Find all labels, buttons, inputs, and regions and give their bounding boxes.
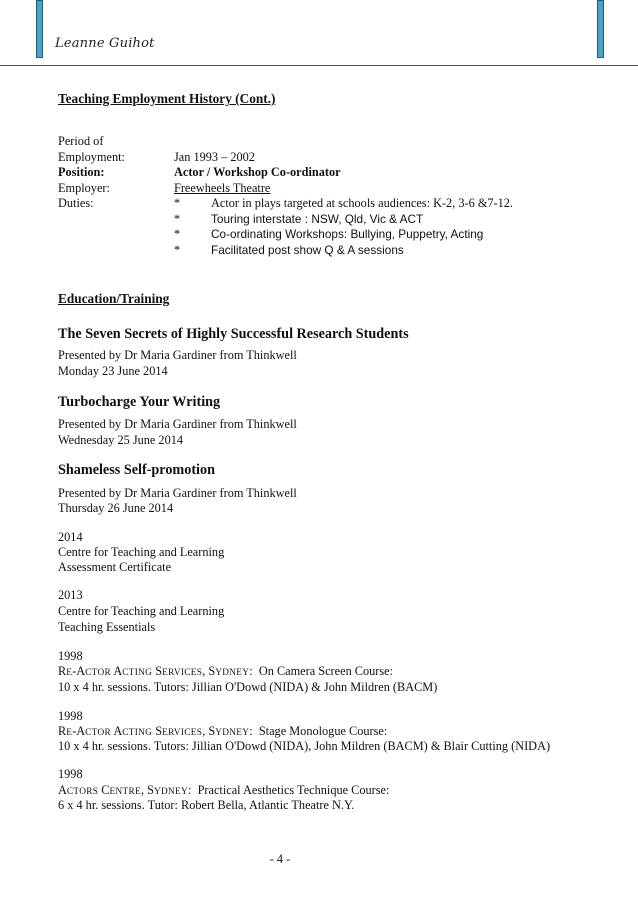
duty-item: Touring interstate : NSW, Qld, Vic & ACT: [211, 211, 424, 226]
employer-value: Freewheels Theatre: [174, 180, 271, 195]
employment-label: Employment:: [58, 149, 125, 164]
workshop-course: Practical Aesthetics Technique Course:: [197, 783, 390, 797]
workshop-line: [58, 664, 393, 682]
workshop-course: Stage Monologue Course:: [258, 724, 388, 738]
duty-bullet: *: [174, 242, 181, 257]
workshop-year: 1998: [58, 649, 83, 663]
position-value: Actor / Workshop Co-ordinator: [174, 165, 341, 179]
entry-institution: Centre for Teaching and Learning: [58, 545, 225, 559]
course-date: Thursday 26 June 2014: [58, 501, 174, 515]
workshop-details: 6 x 4 hr. sessions. Tutor: Robert Bella, Atlantic Theatre N.Y.: [58, 798, 355, 812]
header-left-bar: [36, 0, 43, 58]
page-number: - 4 -: [269, 852, 291, 866]
course-date: Wednesday 25 June 2014: [58, 433, 184, 447]
position-label: Position:: [58, 165, 105, 179]
duty-item: Facilitated post show Q & A sessions: [211, 242, 404, 257]
duty-item: Actor in plays targeted at schools audiences: K-2, 3-6 &7-12.: [211, 196, 513, 210]
course-presenter: Presented by Dr Maria Gardiner from Thinkwell: [58, 486, 297, 500]
entry-year: 2013: [58, 588, 83, 602]
duty-bullet: *: [174, 227, 181, 241]
course-date: Monday 23 June 2014: [58, 364, 168, 378]
header-author-name: Leanne Guihot: [55, 36, 155, 51]
period-label: Period of: [58, 134, 104, 148]
entry-qualification: Assessment Certificate: [58, 560, 172, 574]
header-divider: [0, 65, 638, 66]
course-title: Turbocharge Your Writing: [58, 394, 221, 410]
duty-item: Co-ordinating Workshops: Bullying, Puppetry, Acting: [211, 227, 484, 241]
course-presenter: Presented by Dr Maria Gardiner from Thinkwell: [58, 417, 297, 431]
course-presenter: Presented by Dr Maria Gardiner from Thinkwell: [58, 348, 297, 362]
duties-label: Duties:: [58, 196, 94, 210]
entry-institution: Centre for Teaching and Learning: [58, 604, 225, 618]
workshop-organisation: RE-ACTOR ACTING SERVICES, SYDNEY:: [58, 664, 253, 678]
header-right-bar: [597, 0, 604, 58]
workshop-details: 10 x 4 hr. sessions. Tutors: Jillian O'Dowd (NIDA) & John Mildren (BACM): [58, 680, 438, 694]
education-section-title: Education/Training: [58, 291, 170, 306]
entry-year: 2014: [58, 530, 83, 544]
employer-label: Employer:: [58, 180, 110, 195]
course-title: The Seven Secrets of Highly Successful Research Students: [58, 326, 409, 342]
workshop-course: On Camera Screen Course:: [258, 664, 394, 678]
entry-qualification: Teaching Essentials: [58, 620, 156, 634]
workshop-year: 1998: [58, 767, 83, 781]
workshop-details: 10 x 4 hr. sessions. Tutors: Jillian O'Dowd (NIDA), John Mildren (BACM) & Blair Cutting (NIDA): [58, 739, 551, 753]
workshop-organisation: ACTORS CENTRE, SYDNEY:: [58, 783, 192, 797]
duty-bullet: *: [174, 211, 181, 226]
workshop-organisation: RE-ACTOR ACTING SERVICES, SYDNEY:: [58, 724, 253, 738]
workshop-year: 1998: [58, 709, 83, 723]
duty-bullet: *: [174, 196, 181, 210]
employment-section-title: Teaching Employment History (Cont.): [58, 91, 276, 106]
period-value: Jan 1993 – 2002: [174, 149, 255, 164]
course-title: Shameless Self-promotion: [58, 462, 215, 478]
